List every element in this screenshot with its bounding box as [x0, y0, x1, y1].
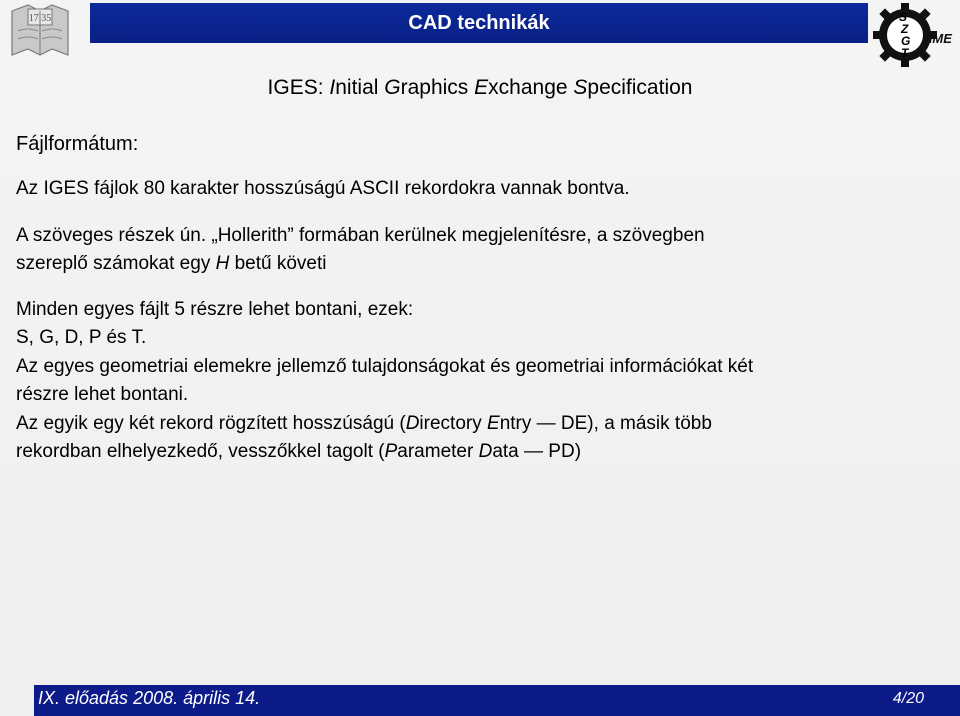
- subtitle-initial-i: I: [329, 76, 336, 99]
- records-word-parameter: arameter: [397, 441, 479, 462]
- hollerith-text-b: betű követi: [229, 253, 327, 274]
- hollerith-line-2: [16, 250, 705, 278]
- logo-letter-z: Z: [901, 22, 909, 36]
- records-initial-p: P: [384, 441, 398, 462]
- section-label: Fájlformátum:: [16, 133, 139, 155]
- records-initial-d2: D: [478, 441, 493, 462]
- parts-line-1: Minden egyes fájlt 5 részre lehet bontani, ezek:: [16, 299, 414, 320]
- records-line-2: [16, 438, 712, 466]
- logo-letter-g: G: [901, 34, 911, 48]
- logo-letter-t: T: [901, 46, 909, 60]
- records-initial-e: E: [487, 413, 500, 434]
- slide-subtitle: [0, 76, 960, 100]
- records-initial-d: D: [405, 413, 420, 434]
- geometry-line-2: részre lehet bontani.: [16, 384, 189, 405]
- subtitle-word-exchange: xchange: [488, 76, 574, 99]
- records-text-a: Az egyik egy két rekord rögzített hosszúságú (: [16, 413, 406, 434]
- logo-letter-s: S: [899, 10, 908, 24]
- paragraph-parts: [16, 296, 413, 352]
- subtitle-word-initial: nitial: [335, 76, 385, 99]
- footer-date: IX. előadás 2008. április 14.: [38, 688, 261, 708]
- geometry-line-1: Az egyes geometriai elemekre jellemző tulajdonságokat és geometriai információkat két: [16, 356, 754, 377]
- subtitle-initial-g: G: [384, 76, 401, 99]
- records-word-data: ata — PD): [492, 441, 582, 462]
- subtitle-word-specification: pecification: [587, 76, 693, 99]
- subtitle-prefix: IGES:: [267, 76, 330, 99]
- paragraph-geometry: [16, 353, 753, 409]
- hollerith-letter-h: H: [215, 253, 230, 274]
- university-logo-icon: [8, 3, 72, 63]
- subtitle-word-graphics: raphics: [400, 76, 475, 99]
- records-word-entry: ntry — DE), a másik több: [499, 413, 712, 434]
- logo-text-nme: NME: [923, 31, 952, 46]
- parts-line-2: S, G, D, P és T.: [16, 327, 147, 348]
- records-word-directory: irectory: [419, 413, 487, 434]
- paragraph-hollerith: [16, 222, 705, 278]
- page-number: 4/20: [892, 690, 924, 707]
- gear-logo-icon: [873, 1, 957, 71]
- subtitle-initial-e: E: [474, 76, 489, 99]
- svg-text:17 35: 17 35: [28, 13, 52, 24]
- records-text-b: rekordban elhelyezkedő, vesszőkkel tagolt (: [16, 441, 385, 462]
- paragraph-ascii: Az IGES fájlok 80 karakter hosszúságú ASCII rekordokra vannak bontva.: [16, 178, 630, 199]
- hollerith-text-a: szereplő számokat egy: [16, 253, 216, 274]
- records-line-1: [16, 410, 712, 438]
- hollerith-line-1: A szöveges részek ún. „Hollerith” formában kerülnek megjelenítésre, a szövegben: [16, 225, 705, 246]
- subtitle-initial-s: S: [573, 76, 588, 99]
- paragraph-records: [16, 410, 712, 466]
- header-title: CAD technikák: [408, 12, 550, 34]
